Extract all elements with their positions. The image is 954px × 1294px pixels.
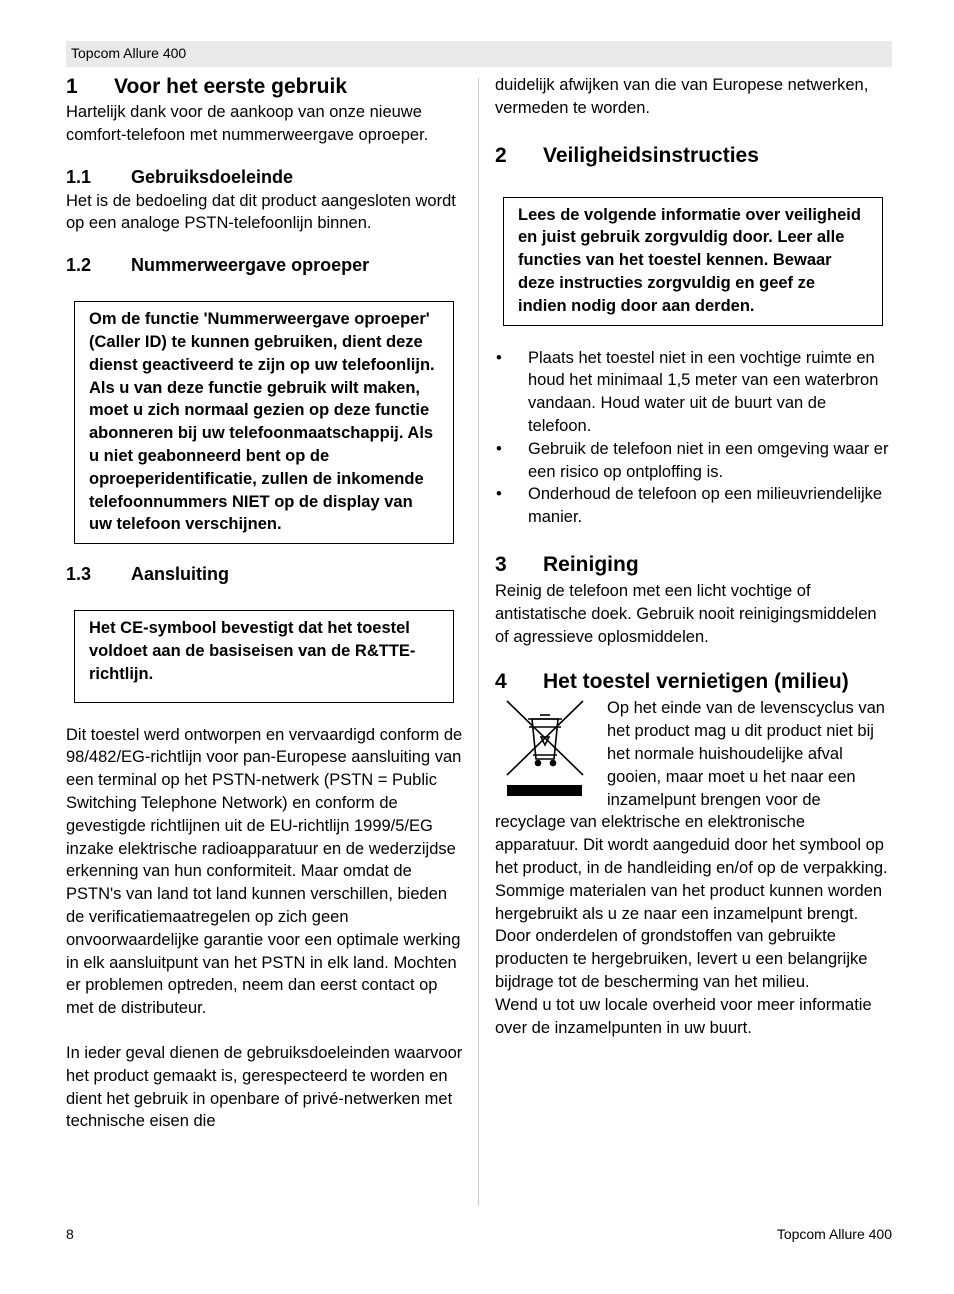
list-item: • Onderhoud de telefoon op een milieuvriendelijke manier. — [495, 483, 891, 529]
section-4-para-3: Wend u tot uw locale overheid voor meer informatie over de inzamelpunten in uw buurt. — [495, 995, 872, 1037]
section-1-3-para-1: Dit toestel werd ontworpen en vervaardigd conform de 98/482/EG-richtlijn voor pan-Europese aansluiting van een terminal op het PSTN-netwerk (PSTN = Public Switching Telephone Network) en conform de gevestigde richtlijnen uit de EU-richtlijn 1999/5/EG inzake elektrische radioapparatuur en de wederzijdse erkenning van hun conformiteit. Maar omdat de PSTN's van land tot land kunnen verschillen, bieden de verificatiemaatregelen op zich geen onvoorwaardelijke garantie voor een optimale werking in elk aansluitpunt van het PSTN in elk land. Mochten er problemen optreden, neem dan eerst contact op met de distributeur. — [66, 725, 463, 1018]
section-2-heading — [495, 141, 891, 171]
header-title: Topcom Allure 400 — [71, 45, 187, 61]
section-1-2-number: 1.2 — [66, 255, 92, 276]
section-3-heading — [495, 550, 891, 580]
left-column — [66, 71, 466, 1133]
section-4-heading — [495, 667, 891, 697]
safety-list — [495, 347, 891, 529]
section-1-title: Voor het eerste gebruik — [114, 75, 348, 98]
section-2-title: Veiligheidsinstructies — [543, 143, 759, 167]
section-1-3-heading — [66, 561, 466, 587]
page-header — [66, 41, 892, 67]
list-item: • Gebruik de telefoon niet in een omgeving waar er een risico op ontploffing is. — [495, 438, 891, 484]
section-1-3-para-2-continued: duidelijk afwijken van die van Europese netwerken, vermeden te worden. — [495, 76, 869, 117]
section-1-3-para-2: In ieder geval dienen de gebruiksdoeleinden waarvoor het product gemaakt is, gerespecteerd te worden en dient het gebruik in openbare of privé-netwerken met technische eisen die — [66, 1043, 463, 1131]
ce-notice: Het CE-symbool bevestigt dat het toestel voldoet aan de basiseisen van de R&TTE-richtlijn. — [74, 610, 454, 702]
section-1-heading — [66, 72, 466, 102]
footer-title: Topcom Allure 400 — [776, 1226, 892, 1242]
safety-notice: Lees de volgende informatie over veiligheid en juist gebruik zorgvuldig door. Leer alle functies van het toestel kennen. Bewaar deze instructies zorgvuldig en geef ze indien nodig door aan derden. — [503, 197, 883, 326]
section-3-title: Reiniging — [543, 552, 639, 576]
section-3-text: Reinig de telefoon met een licht vochtige of antistatische doek. Gebruik nooit reinigingsmiddelen of agressieve oplosmiddelen. — [495, 581, 877, 646]
section-4-title: Het toestel vernietigen (milieu) — [543, 670, 849, 694]
section-4-para-1: Op het einde van de levenscyclus van het product mag u dit product niet bij het normale huishoudelijke afval gooien, maar moet u het naar een inzamelpunt brengen voor de recyclage van elektrische en elektronische apparatuur. Dit wordt aangeduid door het symbool op het product, in de handleiding en/of op de verpakking. — [495, 699, 888, 877]
section-1-2-title: Nummerweergave oproeper — [131, 255, 370, 276]
section-2-number: 2 — [495, 143, 507, 167]
section-1-3-title: Aansluiting — [131, 564, 229, 585]
right-column — [495, 71, 891, 1039]
column-divider — [478, 78, 479, 1206]
section-4-para-2: Sommige materialen van het product kunnen worden hergebruikt als u ze naar een inzamelpunt brengt. Door onderdelen of grondstoffen van gebruikte producten te hergebruiken, levert u een belangrijke bijdrage tot de bescherming van het milieu. — [495, 881, 883, 991]
section-3-number: 3 — [495, 552, 507, 576]
section-1-1-text: Het is de bedoeling dat dit product aangesloten wordt op een analoge PSTN-telefoonlijn binnen. — [66, 191, 456, 233]
section-1-intro: Hartelijk dank voor de aankoop van onze nieuwe comfort-telefoon met nummerweergave oproeper. — [66, 103, 429, 144]
section-1-1-number: 1.1 — [66, 166, 92, 187]
section-1-3-number: 1.3 — [66, 564, 92, 585]
section-1-1-title: Gebruiksdoeleinde — [131, 166, 294, 187]
section-4-number: 4 — [495, 670, 507, 694]
section-1-1-heading — [66, 164, 466, 190]
section-1-number: 1 — [66, 75, 78, 98]
weee-crossed-bin-icon — [495, 697, 607, 809]
caller-id-notice: Om de functie 'Nummerweergave oproeper' (Caller ID) te kunnen gebruiken, dient deze dienst geactiveerd te zijn op uw telefoonlijn. Als u van deze functie gebruik wilt maken, moet u zich normaal gezien op deze functie abonneren bij uw telefoonmaatschappij. Als u niet geabonneerd bent op de oproeperidentificatie, zullen de inkomende telefoonnummers NIET op de display van uw telefoon verschijnen. — [74, 301, 454, 544]
section-1-2-heading — [66, 252, 466, 278]
list-item: • Plaats het toestel niet in een vochtige ruimte en houd het minimaal 1,5 meter van een waterbron vandaan. Houd water uit de buurt van de telefoon. — [495, 347, 891, 438]
page-number: 8 — [66, 1226, 74, 1242]
